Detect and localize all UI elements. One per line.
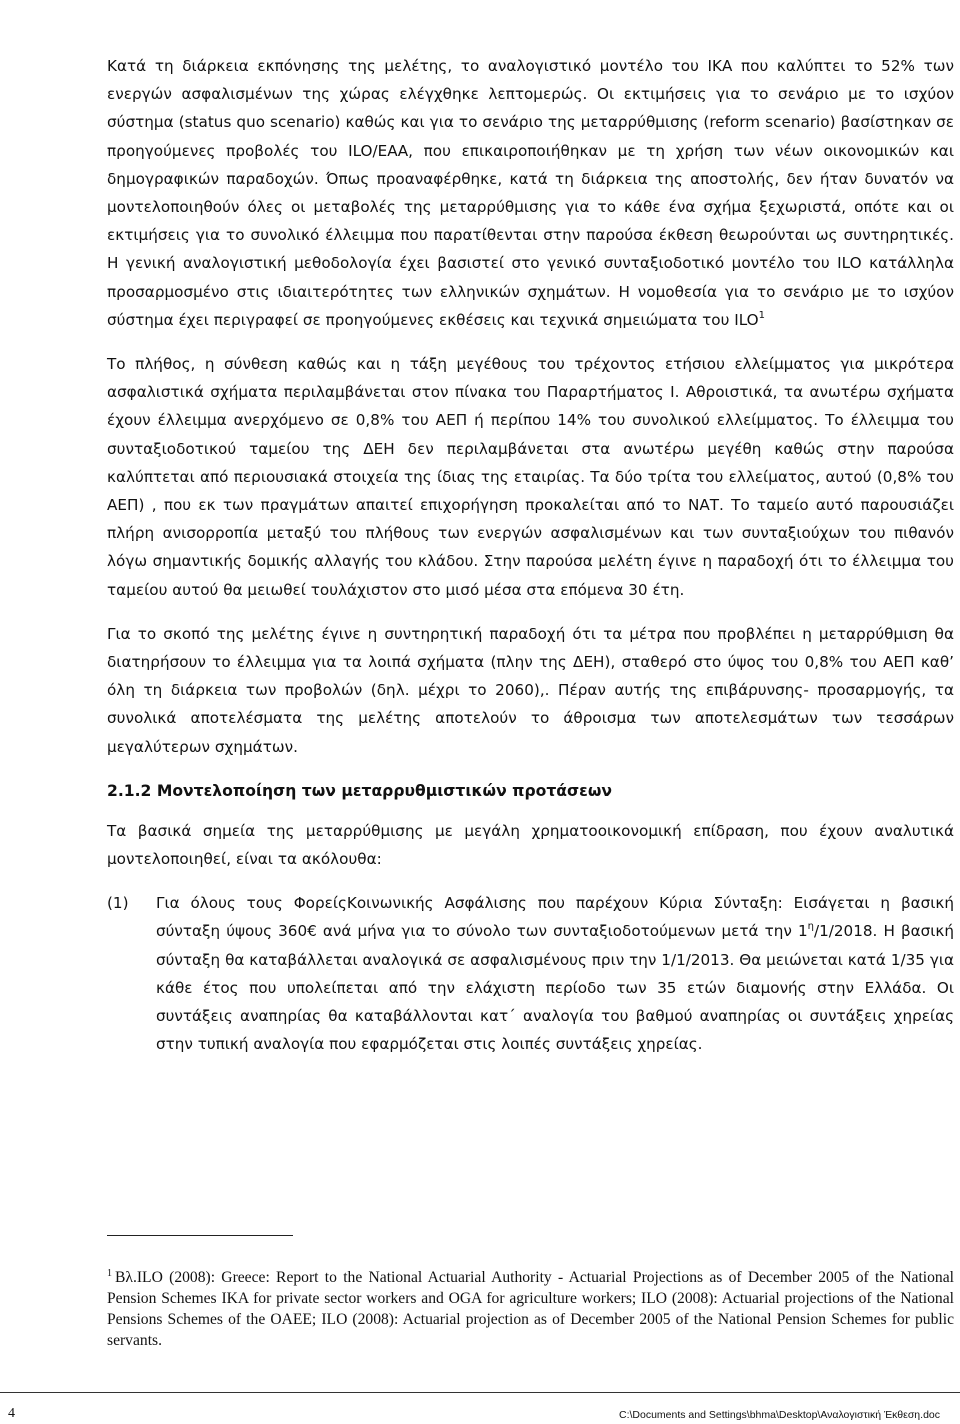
paragraph-reform-intro: Τα βασικά σημεία της μεταρρύθμισης με μεγάλη χρηματοοικονομική επίδραση, που έχουν αναλυτικά μοντελοποιηθεί, είναι τα ακόλουθα: bbox=[107, 821, 954, 869]
section-heading: 2.1.2 Μοντελοποίηση των μεταρρυθμιστικών προτάσεων bbox=[107, 781, 613, 800]
list-item bbox=[107, 889, 954, 1058]
paragraph-study-assumption: Για το σκοπό της μελέτης έγινε η συντηρητική παραδοχή ότι τα μέτρα που προβλέπει η μεταρρύθμιση θα διατηρήσουν το έλλειμμα για τα λοιπά σχήματα (πλην της ΔΕΗ), σταθερό στο ύψος του 0,8% του ΑΕΠ καθ’ όλη τη διάρκεια των προβολών (δηλ. μέχρι το 2060),. Πέραν αυτής της επιβάρυνσης- προσαρμογής, τα συνολικά αποτελέσματα της μελέτης αποτελούν το άθροισμα των αποτελεσμάτων των τεσσάρων μεγαλύτερων σχημάτων. bbox=[107, 624, 954, 756]
page-number: 4 bbox=[8, 1406, 15, 1421]
footnote-number: 1 bbox=[107, 1268, 112, 1279]
footer-file-path: C:\Documents and Settings\bhma\Desktop\Αναλογιστική Έκθεση.doc bbox=[618, 1409, 940, 1421]
list-item-text bbox=[156, 889, 954, 1058]
list-item-number: (1) bbox=[107, 894, 129, 913]
list-item-text-part: Για όλους τους ΦορείςΚοινωνικής Ασφάλισης που παρέχουν Κύρια Σύνταξη: Εισάγεται η βασική σύνταξη ύψους 360€ ανά μήνα για το σύνολο των συνταξιοδοτούμενων μετά την 1 bbox=[156, 894, 954, 941]
paragraph-model-estimates bbox=[107, 52, 954, 334]
list-item-text-part: /1/2018. Η βασική σύνταξη θα καταβάλλεται αναλογικά σε ασφαλισμένους πριν την 1/1/2013. Θα μειώνεται κατά 1/35 για κάθε έτος που υπολείπεται από την ελάχιστη περίοδο των 35 ετών διαμονής στην Ελλάδα. Οι συντάξεις αναπηρίας θα καταβάλλονται κατ΄ αναλογία του βαθμού αναπηρίας οι συντάξεις χηρείας στην τυπική αναλογία που εφαρμόζεται στις λοιπές συντάξεις χηρείας. bbox=[156, 922, 955, 1054]
paragraph-deficit-composition: Το πλήθος, η σύνθεση καθώς και η τάξη μεγέθους του τρέχοντος ετήσιου ελλείμματος για μικρότερα ασφαλιστικά σχήματα περιλαμβάνεται στον πίνακα του Παραρτήματος Ι. Αθροιστικά, τα ανωτέρω σχήματα έχουν έλλειμμα ανερχόμενο σε 0,8% του ΑΕΠ ή περίπου 14% του συνολικού ελλείμματος. Το έλλειμμα του συνταξιοδοτικού ταμείου της ΔΕΗ δεν περιλαμβάνεται στα ανωτέρω μεγέθη καθώς στην παρούσα καλύπτεται από περιουσιακά στοιχεία της ίδιας της εταιρίας. Τα δύο τρίτα του ελλείματος, αυτού (0,8% του ΑΕΠ) , που εκ των πραγμάτων απαιτεί επιχορήγηση προκαλείται από το ΝΑΤ. Το ταμείο αυτό παρουσιάζει πλήρη ανισορροπία μεταξύ του πλήθους των ενεργών ασφαλισμένων και των συνταξιούχων του πιθανόν λόγω σημαντικής δομικής αλλαγής του κλάδου. Στην παρούσα μελέτη έγινε η παραδοχή ότι το έλλειμμα του ταμείου αυτού θα μειωθεί τουλάχιστον στο μισό μέσα στα επόμενα 30 έτη. bbox=[107, 355, 954, 599]
footnote-reference[interactable]: 1 bbox=[758, 309, 766, 321]
footer-separator bbox=[0, 1392, 960, 1393]
document-body bbox=[107, 52, 954, 1075]
ordinal-superscript: η bbox=[807, 921, 814, 933]
paragraph-text: Κατά τη διάρκεια εκπόνησης της μελέτης, το αναλογιστικό μοντέλο του ΙΚΑ που καλύπτει το 52% των ενεργών ασφαλισμένων της χώρας ελέγχθηκε λεπτομερώς. Οι εκτιμήσεις για το σενάριο με το ισχύον σύστημα (status quo scenario) καθώς και για το σενάριο της μεταρρύθμισης (reform scenario) βασίστηκαν σε προηγούμενες προβολές του ILO/ΕΑΑ, που επικαιροποιήθηκαν με τη χρήση των νέων οικονομικών και δημογραφικών παραδοχών. Όπως προαναφέρθηκε, κατά τη διάρκεια της αποστολής, δεν ήταν δυνατόν να μοντελοποιηθούν όλες οι μεταβολές της μεταρρύθμισης για το κάθε ένα σχήμα ξεχωριστά, οπότε και οι εκτιμήσεις για το συνολικό έλλειμμα που παρατίθενται στην παρούσα έκθεση θεωρούνται ως συντηρητικές. Η γενική αναλογιστική μεθοδολογία έχει βασιστεί στο γενικό συνταξιοδοτικό μοντέλο του ILO κατάλληλα προσαρμοσμένο στις ιδιαιτερότητες των ελληνικών σχημάτων. Η νομοθεσία για το σενάριο με το ισχύον σύστημα έχει περιγραφεί σε προηγούμενες εκθέσεις και τεχνικά σημειώματα του ILO bbox=[107, 57, 954, 329]
footnote bbox=[107, 1267, 954, 1351]
footnote-separator bbox=[107, 1235, 293, 1236]
footnote-text: Βλ.ILO (2008): Greece: Report to the National Actuarial Authority - Actuarial Projections as of December 2005 of the National Pension Schemes IKA for private sector workers and OGA for agriculture workers; ILO (2008): Actuarial projections of the National Pensions Schemes of the OAEE; ILO (2008): Actuarial projection as of December 2005 of the National Pension Schemes for public servants. bbox=[107, 1269, 954, 1349]
